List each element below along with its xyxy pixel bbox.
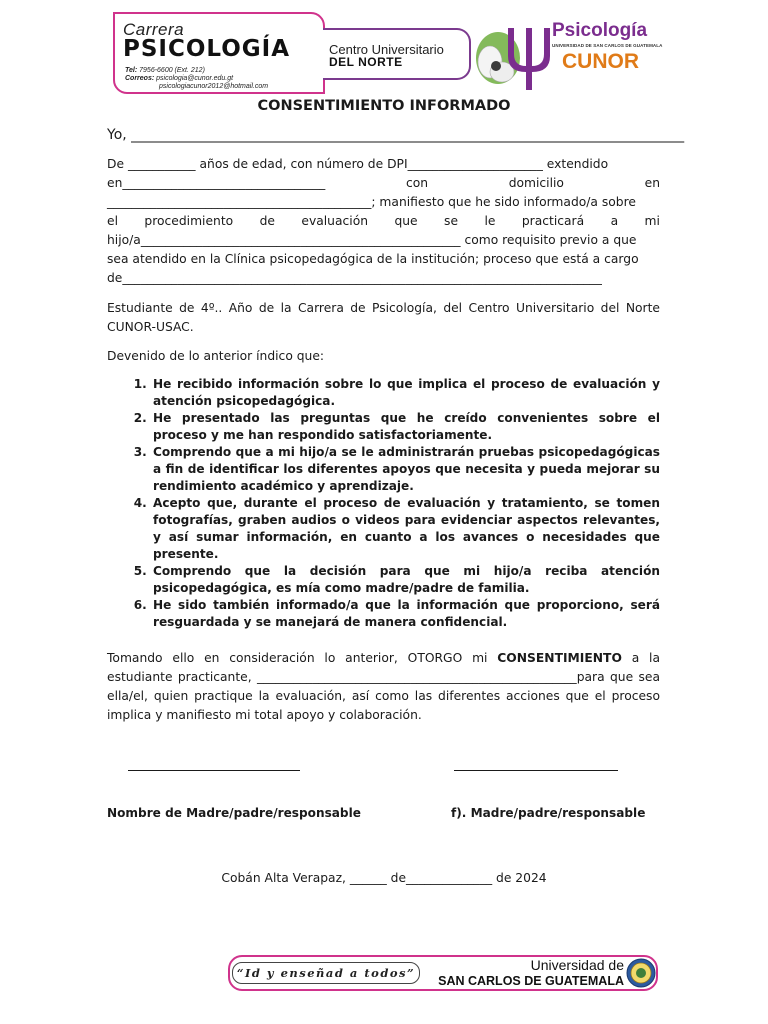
list-item: 3. Comprendo que a mi hijo/a se le administrarán pruebas psicopedagógicas a fin de identificar los diferentes apoyos que necesita y pueda mejorar su rendimiento académico y aprendizaje.	[151, 444, 660, 495]
tomando-text-b: a la estudiante practicante, ____________________________________________________para que sea ella/el, quien practique la evaluación, así como las diferentes acciones que el proceso implica y manifiesto mi total apoyo y colaboración.	[107, 651, 660, 722]
header-centro-bar	[323, 28, 471, 80]
p1-line2-a: en_________________________________	[107, 176, 326, 190]
header-correos-label: Correos:	[125, 75, 155, 82]
date-line: Cobán Alta Verapaz, ______ de______________ de 2024	[221, 871, 547, 885]
p1-line7: de______________________________________________________________________________	[107, 271, 602, 285]
p1-word: que	[394, 214, 418, 228]
p1-word: mi	[644, 214, 660, 228]
yo-field-line: Yo, _______________________________________________________________________________	[107, 127, 685, 143]
header-psicologia: PSICOLOGÍA	[123, 36, 291, 62]
tomando-text-a: Tomando ello en consideración lo anterior, OTORGO mi	[107, 651, 498, 665]
p1-word: se	[444, 214, 459, 228]
list-item: 5. Comprendo que la decisión para que mi hijo/a reciba atención psicopedagógica, es mía como madre/padre de familia.	[151, 563, 660, 597]
list-item: 2. He presentado las preguntas que he creído convenientes sobre el proceso y me han respondido satisfactoriamente.	[151, 410, 660, 444]
header-tel	[125, 67, 205, 74]
header-psicologia-box	[113, 12, 325, 94]
tomando-paragraph	[107, 649, 660, 725]
p1-word: el	[107, 214, 118, 228]
header-centro-universitario: Centro Universitario	[329, 42, 444, 57]
header-tel-value: 7956-6600 (Ext. 212)	[139, 67, 205, 74]
psi-flower-logo-icon	[468, 10, 558, 94]
estudiante-paragraph: Estudiante de 4º.. Año de la Carrera de Psicología, del Centro Universitario del Norte CUNOR-USAC.	[107, 301, 660, 334]
header-carrera: Carrera	[123, 20, 185, 39]
list-item: 4. Acepto que, durante el proceso de evaluación y tratamiento, se tomen fotografías, graben audios o videos para evidenciar aspectos relevantes, y así sumar información, en cuanto a los avances o necesidades que presente.	[151, 495, 660, 563]
logo-psicologia: Psicología	[552, 20, 648, 41]
consentimiento-bold: CONSENTIMIENTO	[497, 651, 622, 665]
document-title: CONSENTIMIENTO INFORMADO	[257, 98, 511, 114]
header-email	[125, 75, 233, 82]
p1-line6: sea atendido en la Clínica psicopedagógica de la institución; proceso que está a cargo	[107, 252, 639, 266]
devenido-paragraph: Devenido de lo anterior índico que:	[107, 349, 325, 363]
p1-line1: De ___________ años de edad, con número de DPI______________________ extendido	[107, 157, 609, 171]
list-item: 6. He sido también informado/a que la información que proporciono, será resguardada y se manejará de manera confidencial.	[151, 597, 660, 631]
consent-items-list	[107, 376, 660, 631]
signature-line-right	[454, 770, 618, 771]
header-del-norte: DEL NORTE	[329, 55, 403, 69]
p1-word: evaluación	[301, 214, 369, 228]
usac-seal-icon	[626, 958, 656, 988]
footer-san-carlos: SAN CARLOS DE GUATEMALA	[438, 974, 624, 988]
p1-word: procedimiento	[144, 214, 234, 228]
signature-label-left: Nombre de Madre/padre/responsable	[107, 806, 361, 820]
p1-line5: hijo/a____________________________________________________ como requisito previo a que	[107, 233, 637, 247]
p1-line2-d: en	[644, 176, 660, 190]
list-item: 1. He recibido información sobre lo que implica el proceso de evaluación y atención psicopedagógica.	[151, 376, 660, 410]
p1-line3: ___________________________________________; manifiesto que he sido informado/a sobre	[107, 195, 636, 209]
header-tel-label: Tel:	[125, 67, 138, 74]
logo-cunor: CUNOR	[562, 50, 639, 73]
p1-line4	[107, 214, 660, 228]
footer-slogan: “Id y enseñad a todos”	[232, 962, 420, 984]
header-email1: psicologia@cunor.edu.gt	[156, 75, 234, 82]
p1-line2-c: domicilio	[508, 176, 564, 190]
p1-word: de	[259, 214, 275, 228]
header-email2: psicologiacunor2012@hotmail.com	[159, 83, 269, 90]
footer-universidad: Universidad de	[530, 957, 624, 973]
p1-word: practicará	[521, 214, 585, 228]
signature-label-right: f). Madre/padre/responsable	[451, 806, 646, 820]
p1-word: le	[484, 214, 496, 228]
signature-line-left	[128, 770, 300, 771]
logo-subtitle: UNIVERSIDAD DE SAN CARLOS DE GUATEMALA	[552, 43, 663, 48]
p1-line2-b: con	[405, 176, 429, 190]
p1-word: a	[610, 214, 619, 228]
p1-line2	[107, 176, 660, 190]
